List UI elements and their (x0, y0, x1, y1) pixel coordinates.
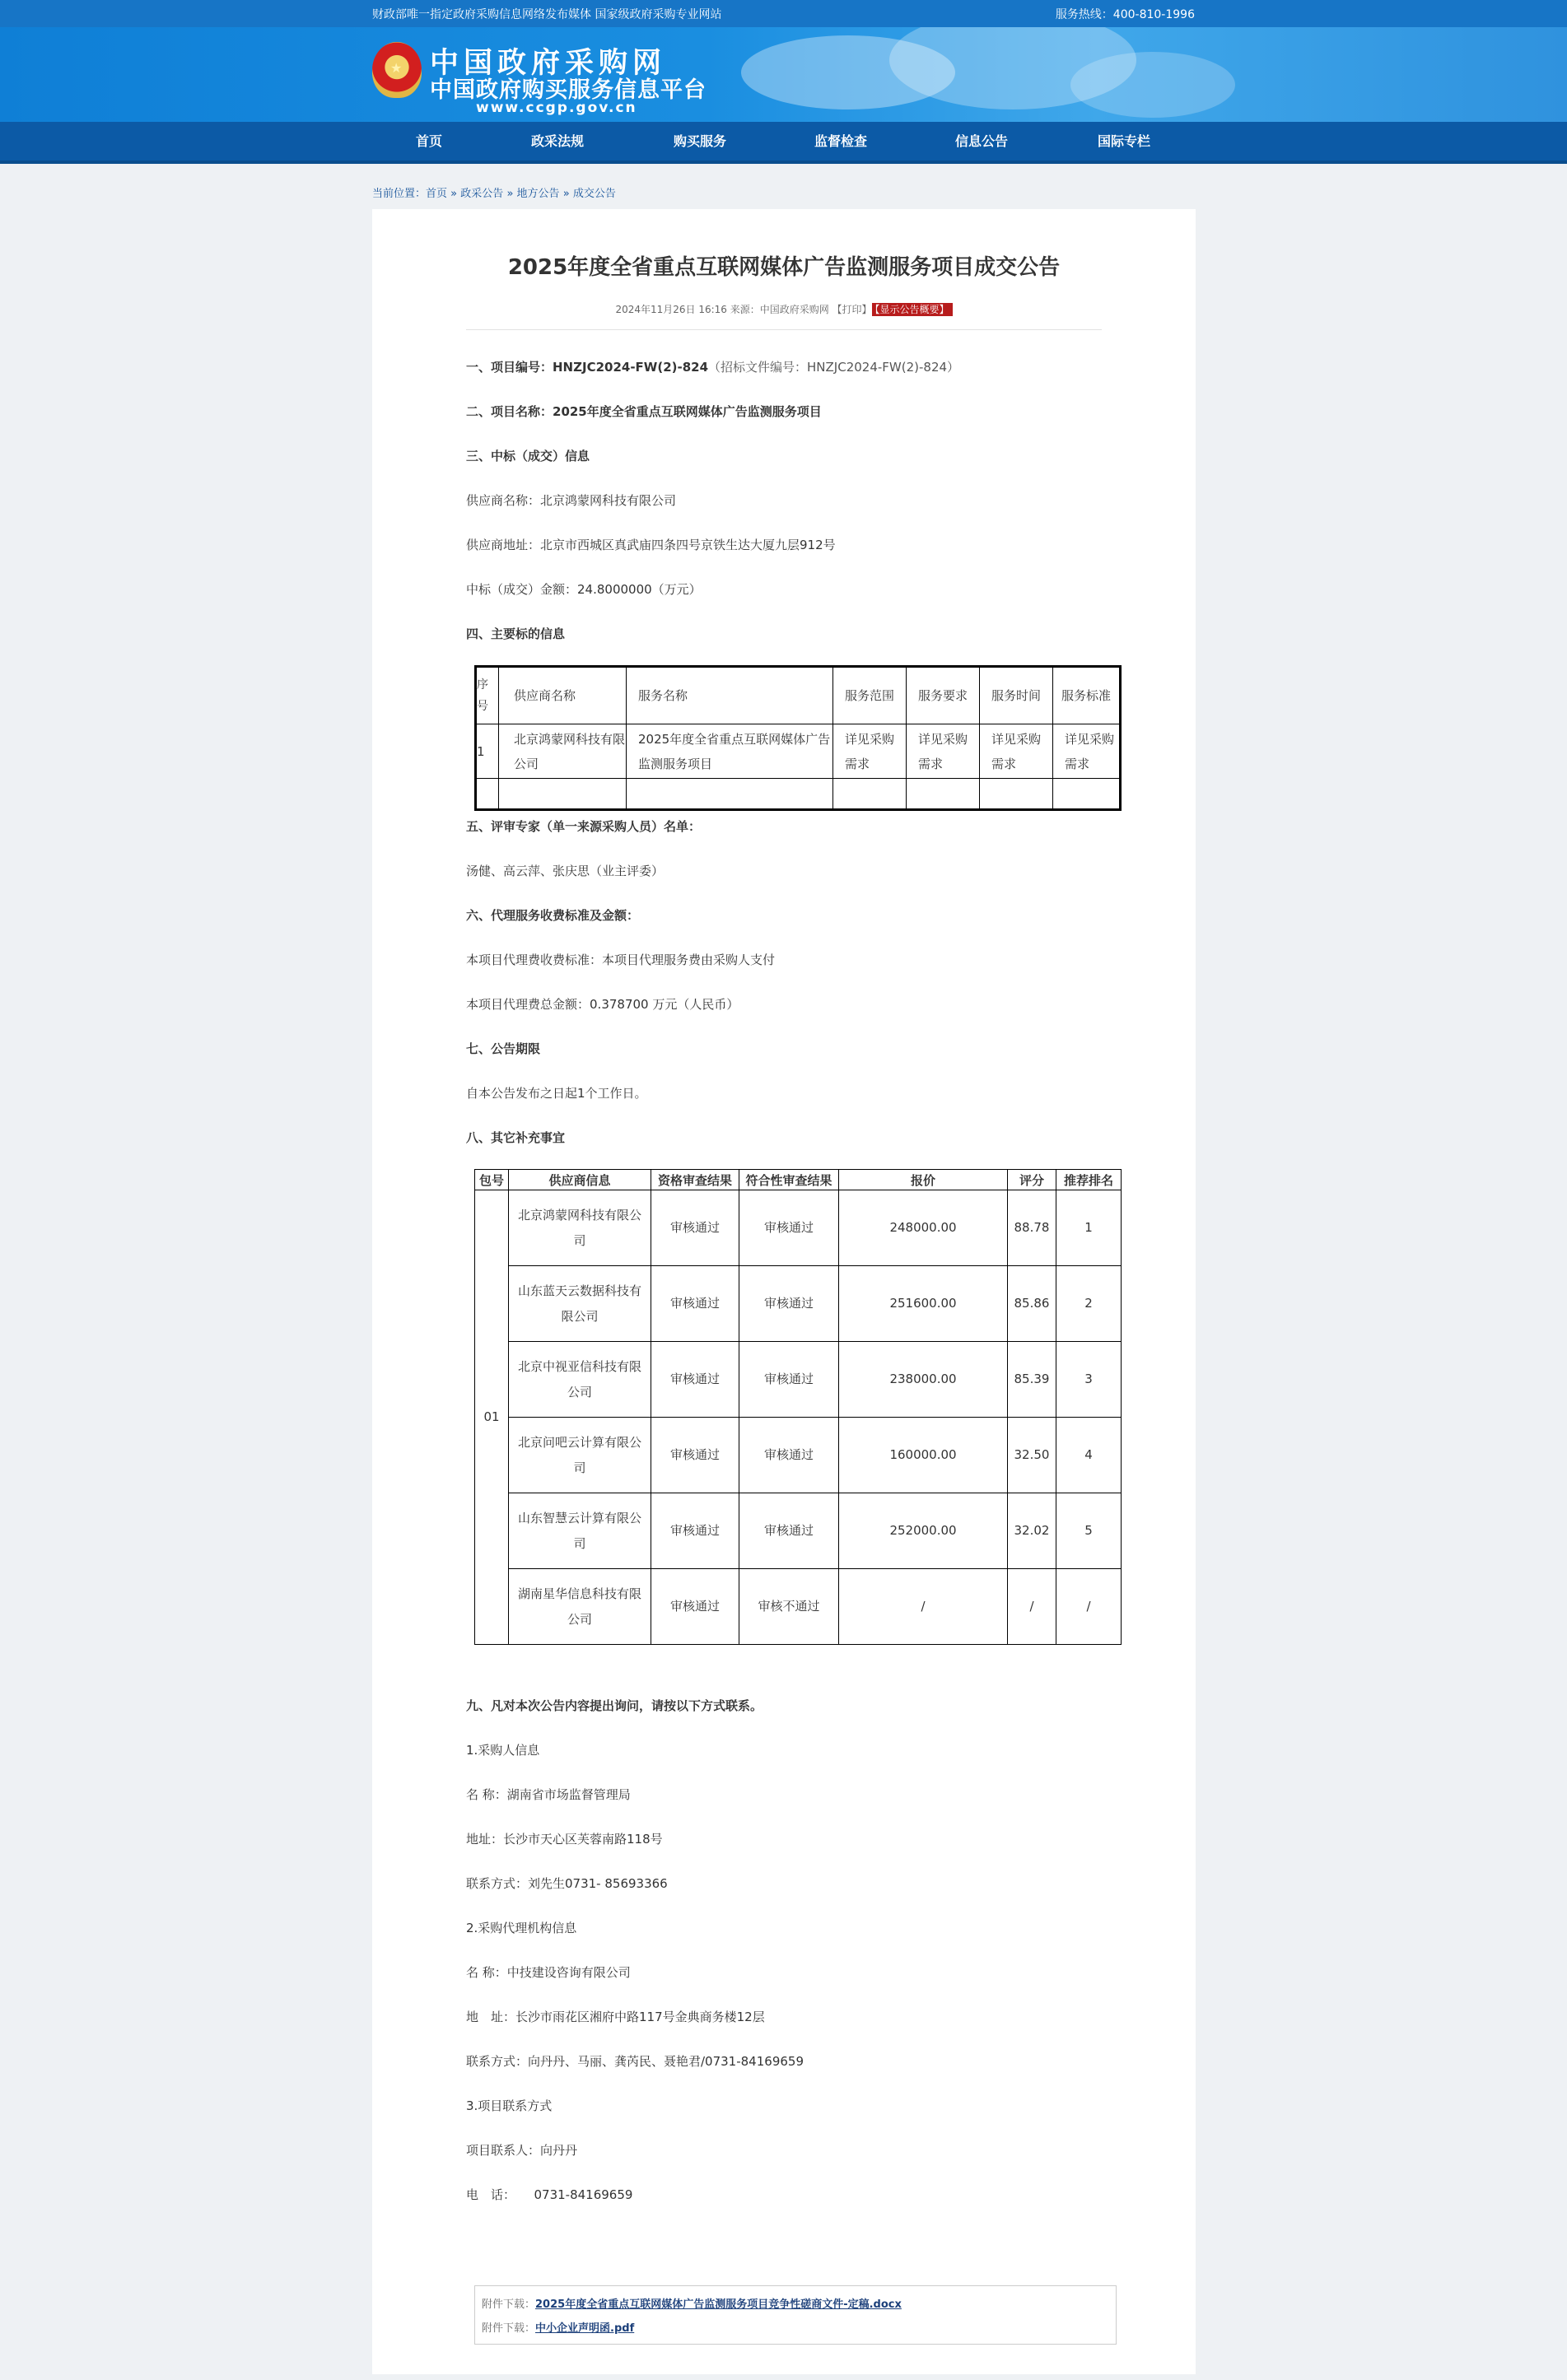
attachments-box (474, 2285, 1117, 2345)
purchaser-address: 地址：长沙市天心区芙蓉南路118号 (466, 1832, 663, 1847)
purchaser-name: 名 称：湖南省市场监督管理局 (466, 1787, 631, 1802)
announcement-period: 自本公告发布之日起1个工作日。 (466, 1086, 647, 1101)
breadcrumb-home[interactable]: 首页 (426, 188, 448, 200)
agency-name: 名 称：中技建设咨询有限公司 (466, 1965, 631, 1980)
breadcrumb-local[interactable]: 地方公告 (516, 188, 560, 200)
experts-list: 汤健、高云萍、张庆思（业主评委） (466, 864, 665, 878)
nav-regulations[interactable]: 政采法规 (530, 133, 584, 149)
project-number: 一、项目编号：HNZJC2024-FW(2)-824（招标文件编号：HNZJC2024-FW(2)-824） (466, 360, 960, 375)
table-row-empty (476, 779, 1121, 810)
purchaser-heading: 1.采购人信息 (466, 1743, 540, 1758)
project-contact-phone: 电 话： 0731-84169659 (466, 2187, 633, 2202)
nav-home[interactable]: 首页 (415, 133, 442, 149)
project-name: 二、项目名称：2025年度全省重点互联网媒体广告监测服务项目 (466, 404, 822, 419)
article-panel (372, 209, 1196, 2374)
package-number: 01 (475, 1190, 509, 1645)
attachment-link-docx[interactable]: 2025年度全省重点互联网媒体广告监测服务项目竞争性磋商文件-定稿.docx (535, 2298, 902, 2311)
breadcrumb: 当前位置：首页 » 政采公告 » 地方公告 » 成交公告 (372, 188, 616, 200)
table-row: 山东蓝天云数据科技有限公司 审核通过 审核通过 251600.00 85.86 2 (475, 1266, 1122, 1342)
section-period-heading: 七、公告期限 (466, 1041, 541, 1056)
attachment-link-pdf[interactable]: 中小企业声明函.pdf (535, 2322, 635, 2335)
supplier-name: 供应商名称：北京鸿蒙网科技有限公司 (466, 493, 677, 508)
top-bar (0, 0, 1567, 27)
table-row: 山东智慧云计算有限公司 审核通过 审核通过 252000.00 32.02 5 (475, 1493, 1122, 1569)
section-main-subject-heading: 四、主要标的信息 (466, 626, 566, 641)
nav-purchase-services[interactable]: 购买服务 (673, 133, 726, 149)
article-meta: 2024年11月26日 16:16 来源：中国政府采购网 【打印】 【显示公告概要】 (372, 302, 1196, 316)
agency-contact: 联系方式：向丹丹、马丽、龚芮民、聂艳君/0731-84169659 (466, 2054, 804, 2069)
table-row: 北京问吧云计算有限公司 审核通过 审核通过 160000.00 32.50 4 (475, 1418, 1122, 1493)
supplier-address: 供应商地址：北京市西城区真武庙四条四号京铁生达大厦九层912号 (466, 538, 836, 552)
attachment-item: 附件下载：2025年度全省重点互联网媒体广告监测服务项目竞争性磋商文件-定稿.docx (482, 2298, 902, 2311)
nav-announcements[interactable]: 信息公告 (954, 133, 1008, 149)
site-logo-subtitle: 中国政府购买服务信息平台 (430, 77, 707, 103)
national-emblem-icon[interactable]: ★ (372, 42, 422, 98)
project-contact-person: 项目联系人：向丹丹 (466, 2143, 578, 2158)
attachment-item: 附件下载：中小企业声明函.pdf (482, 2322, 635, 2335)
service-hotline: 服务热线：400-810-1996 (1055, 7, 1195, 21)
agency-heading: 2.采购代理机构信息 (466, 1921, 577, 1935)
fee-amount: 本项目代理费总金额：0.378700 万元（人民币） (466, 997, 739, 1012)
table-row: 北京中视亚信科技有限公司 审核通过 审核通过 238000.00 85.39 3 (475, 1342, 1122, 1418)
show-summary-button[interactable]: 【显示公告概要】 (872, 303, 953, 316)
nav-supervision[interactable]: 监督检查 (814, 133, 867, 149)
evaluation-table (474, 1169, 1122, 1645)
site-banner (0, 27, 1567, 122)
breadcrumb-procurement[interactable]: 政采公告 (460, 188, 504, 200)
section-experts-heading: 五、评审专家（单一来源采购人员）名单： (466, 819, 702, 834)
nav-international[interactable]: 国际专栏 (1097, 133, 1150, 149)
divider (466, 329, 1102, 330)
project-contact-heading: 3.项目联系方式 (466, 2098, 553, 2113)
main-subject-table (474, 665, 1122, 811)
table-header-row: 包号 供应商信息 资格审查结果 符合性审查结果 报价 评分 推荐排名 (475, 1170, 1122, 1190)
site-tagline: 财政部唯一指定政府采购信息网络发布媒体 国家级政府采购专业网站 (372, 7, 722, 21)
site-logo-title[interactable]: 中国政府采购网 (430, 47, 667, 80)
section-other-heading: 八、其它补充事宜 (466, 1130, 566, 1145)
section-award-heading: 三、中标（成交）信息 (466, 449, 590, 463)
section-fee-heading: 六、代理服务收费标准及金额： (466, 908, 640, 923)
main-nav (0, 122, 1567, 164)
table-row: 1 北京鸿蒙网科技有限公司 2025年度全省重点互联网媒体广告监测服务项目 详见采购需求 详见采购需求 详见采购需求 详见采购需求 (476, 724, 1121, 779)
table-header-row: 序号 供应商名称 服务名称 服务范围 服务要求 服务时间 服务标准 (476, 667, 1121, 724)
award-amount: 中标（成交）金额：24.8000000（万元） (466, 582, 702, 597)
agency-address: 地 址：长沙市雨花区湘府中路117号金典商务楼12层 (466, 2010, 765, 2024)
table-row: 湖南星华信息科技有限公司 审核通过 审核不通过 / / / (475, 1569, 1122, 1645)
table-row: 01 北京鸿蒙网科技有限公司 审核通过 审核通过 248000.00 88.78 1 (475, 1190, 1122, 1266)
site-url: www.ccgp.gov.cn (476, 100, 637, 116)
section-contact-heading: 九、凡对本次公告内容提出询问，请按以下方式联系。 (466, 1698, 763, 1713)
breadcrumb-deal[interactable]: 成交公告 (572, 188, 616, 200)
fee-standard: 本项目代理费收费标准：本项目代理服务费由采购人支付 (466, 952, 776, 967)
page-title: 2025年度全省重点互联网媒体广告监测服务项目成交公告 (507, 255, 1061, 280)
purchaser-contact: 联系方式：刘先生0731- 85693366 (466, 1876, 668, 1891)
